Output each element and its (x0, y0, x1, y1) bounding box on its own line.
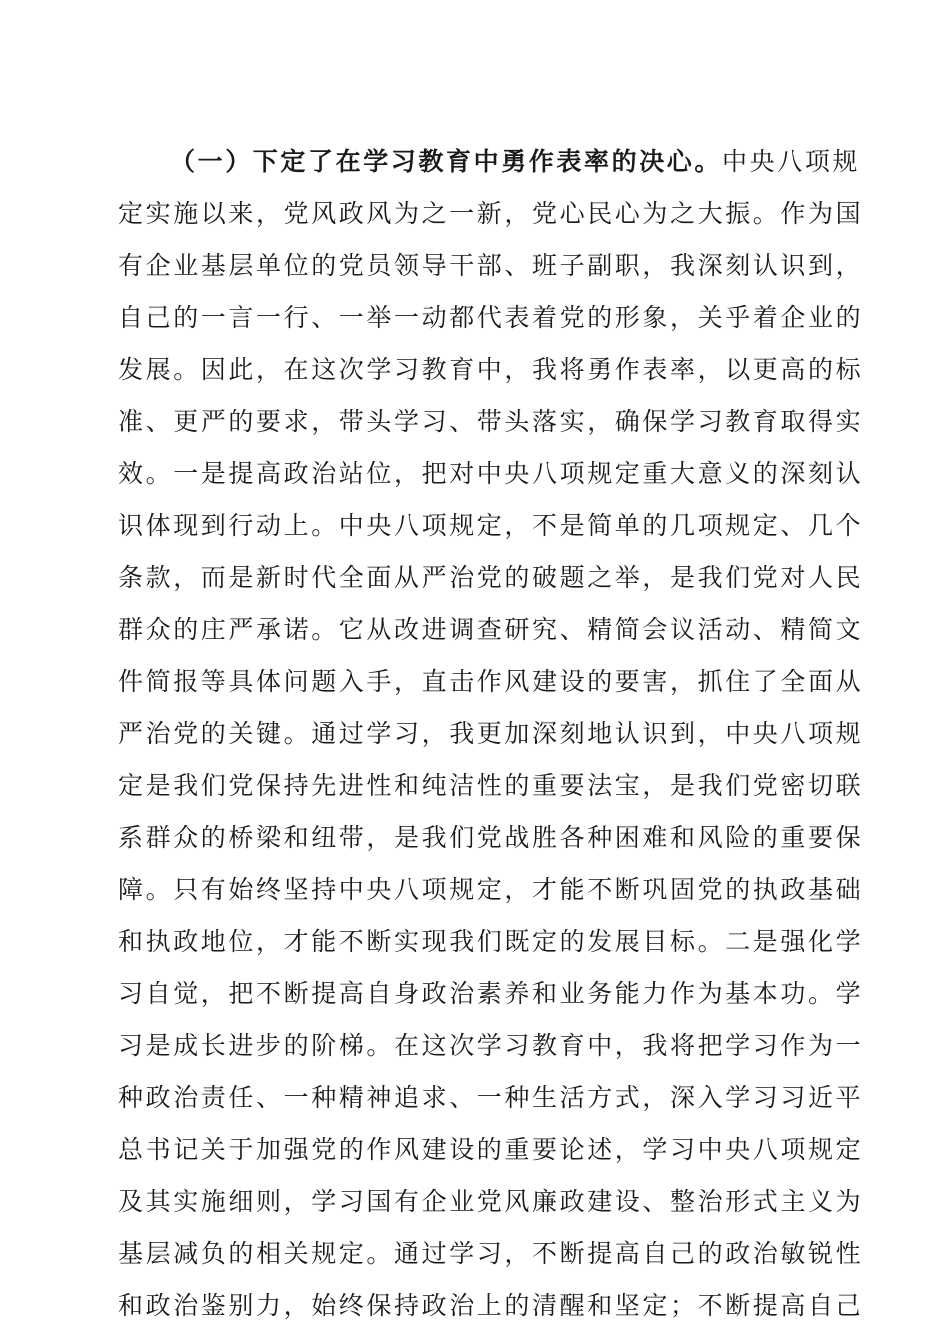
section-heading: （一）下定了在学习教育中勇作表率的决心。 (170, 147, 723, 176)
paragraph-line: 系群众的桥梁和纽带，是我们党战胜各种困难和风险的重要保 (118, 823, 864, 852)
paragraph-line: 及其实施细则，学习国有企业党风廉政建设、整治形式主义为 (118, 1187, 864, 1216)
paragraph-line: 准、更严的要求，带头学习、带头落实，确保学习教育取得实 (118, 407, 864, 436)
paragraph-line: 基层减负的相关规定。通过学习，不断提高自己的政治敏锐性 (118, 1239, 864, 1268)
paragraph-line: 识体现到行动上。中央八项规定，不是简单的几项规定、几个 (118, 511, 864, 540)
paragraph-line: 发展。因此，在这次学习教育中，我将勇作表率，以更高的标 (118, 355, 864, 384)
paragraph-line: 障。只有始终坚持中央八项规定，才能不断巩固党的执政基础 (118, 875, 864, 904)
paragraph-line: 定是我们党保持先进性和纯洁性的重要法宝，是我们党密切联 (118, 771, 864, 800)
paragraph-line: 自己的一言一行、一举一动都代表着党的形象，关乎着企业的 (118, 303, 864, 332)
paragraph-line: 和执政地位，才能不断实现我们既定的发展目标。二是强化学 (118, 927, 864, 956)
paragraph-line: 习自觉，把不断提高自身政治素养和业务能力作为基本功。学 (118, 979, 864, 1008)
paragraph-line: 习是成长进步的阶梯。在这次学习教育中，我将把学习作为一 (118, 1031, 864, 1060)
line-text: 中央八项规 (722, 147, 861, 176)
paragraph-line: 效。一是提高政治站位，把对中央八项规定重大意义的深刻认 (118, 459, 864, 488)
paragraph-line (118, 136, 861, 188)
paragraph-line: 件简报等具体问题入手，直击作风建设的要害，抓住了全面从 (118, 667, 864, 696)
paragraph-line: 总书记关于加强党的作风建设的重要论述，学习中央八项规定 (118, 1135, 864, 1164)
paragraph-line: 严治党的关键。通过学习，我更加深刻地认识到，中央八项规 (118, 719, 864, 748)
paragraph-line: 和政治鉴别力，始终保持政治上的清醒和坚定；不断提高自己 (118, 1291, 864, 1320)
paragraph-line: 有企业基层单位的党员领导干部、班子副职，我深刻认识到， (118, 251, 864, 280)
paragraph-line: 群众的庄严承诺。它从改进调查研究、精简会议活动、精简文 (118, 615, 864, 644)
paragraph-line: 定实施以来，党风政风为之一新，党心民心为之大振。作为国 (118, 199, 864, 228)
paragraph-line: 条款，而是新时代全面从严治党的破题之举，是我们党对人民 (118, 563, 864, 592)
paragraph-line: 种政治责任、一种精神追求、一种生活方式，深入学习习近平 (118, 1083, 864, 1112)
body-paragraph (118, 136, 864, 1332)
